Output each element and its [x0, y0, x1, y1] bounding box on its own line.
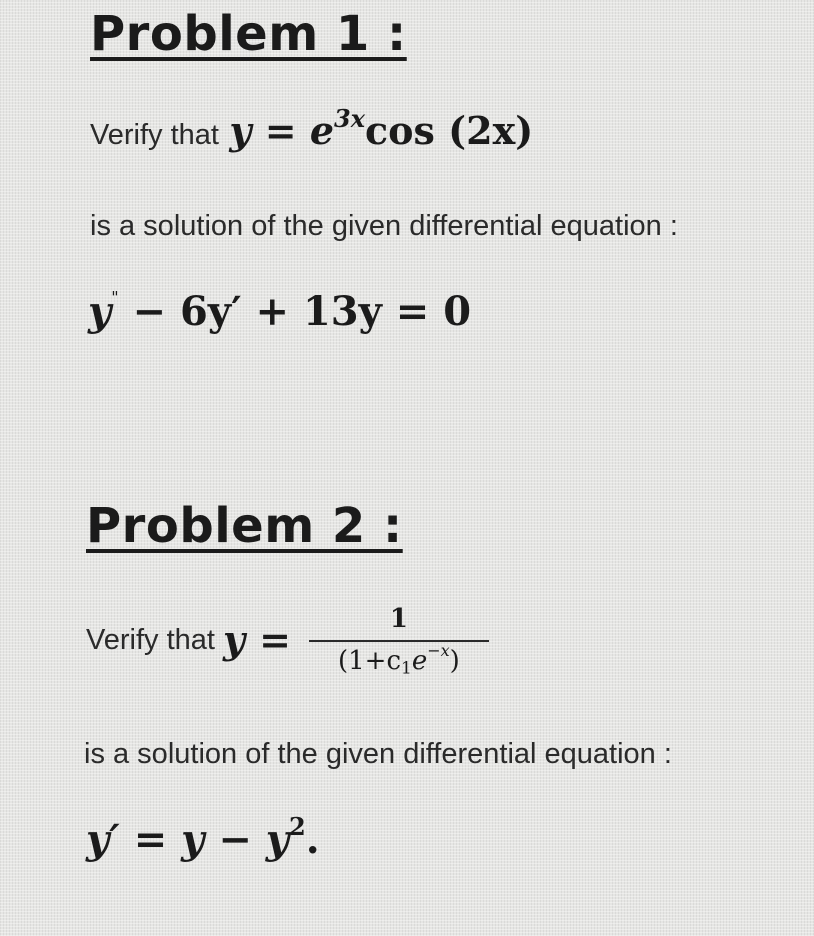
problem-2-differential-equation: [86, 812, 320, 863]
denominator-base: e: [411, 646, 428, 676]
equation-main: y′ = y − y: [86, 816, 290, 863]
problem-1-solution-text: is a solution of the given differential equation :: [90, 210, 678, 242]
formula-equals: =: [264, 108, 297, 153]
formula-equals: =: [259, 617, 291, 662]
problem-1-heading: Problem 1 :: [90, 6, 407, 62]
formula-base: e: [309, 108, 335, 153]
problem-2-fraction: [309, 604, 489, 679]
problem-2-verify-line: [86, 604, 489, 679]
formula-exponent: 3x: [334, 104, 366, 134]
problem-1-solution-formula: [229, 104, 534, 153]
verify-label: Verify that: [90, 119, 219, 151]
denominator-exponent: −x: [427, 641, 450, 661]
formula-lhs: y: [222, 617, 246, 662]
equation-y: y: [88, 288, 112, 335]
equation-rest: − 6y′ + 13y = 0: [132, 288, 472, 335]
equation-end: .: [305, 816, 320, 863]
problem-2-solution-text: is a solution of the given differential equation :: [84, 738, 672, 770]
formula-function: cos: [365, 108, 435, 153]
formula-argument: (2x): [448, 108, 534, 153]
denominator-open: (1+c: [337, 646, 402, 676]
formula-lhs: y: [229, 108, 252, 153]
verify-label: Verify that: [86, 623, 215, 656]
fraction-numerator: 1: [389, 604, 408, 634]
fraction-denominator: [337, 641, 460, 679]
equation-exponent: 2: [289, 812, 306, 841]
denominator-subscript: 1: [401, 658, 412, 679]
denominator-close: ): [449, 646, 460, 676]
problem-1-verify-line: [90, 104, 534, 153]
problem-2-heading: Problem 2 :: [86, 498, 403, 554]
problem-1-differential-equation: [88, 287, 472, 335]
equation-double-prime: ": [111, 287, 119, 307]
